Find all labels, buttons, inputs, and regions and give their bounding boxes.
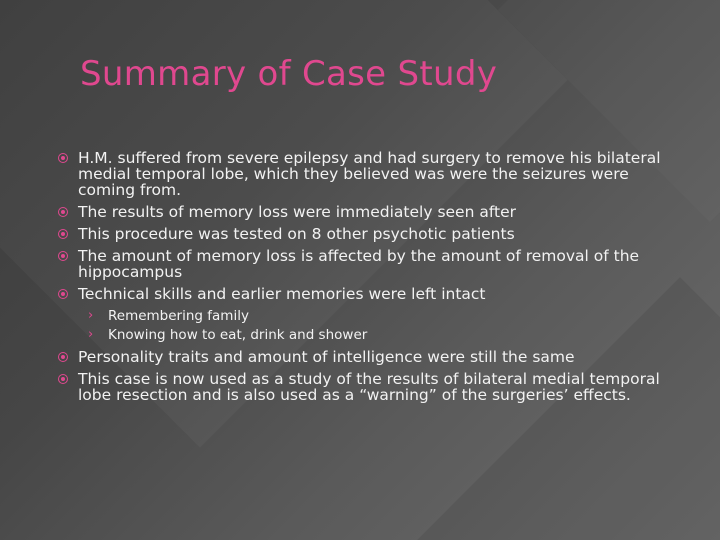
sub-bullet-item (88, 308, 670, 324)
sub-bullet-list (58, 308, 670, 343)
sub-bullet-text: Remembering family (108, 308, 249, 324)
bullet-item (58, 204, 670, 220)
circle-bullet-icon (58, 289, 68, 299)
bullet-item (58, 286, 670, 302)
bullet-item (58, 248, 670, 280)
bullet-item (58, 226, 670, 242)
chevron-right-icon: › (88, 327, 94, 342)
bullet-text: Technical skills and earlier memories were left intact (78, 285, 486, 303)
sub-bullet-item (88, 327, 670, 343)
bullet-text: The results of memory loss were immediately seen after (78, 203, 517, 221)
bullet-text: This case is now used as a study of the results of bilateral medial temporal lobe resection and is also used as a “warning” of the surgeries’ effects. (78, 370, 660, 404)
bullet-item (58, 150, 670, 198)
circle-bullet-icon (58, 153, 68, 163)
bullet-text: The amount of memory loss is affected by the amount of removal of the hippocampus (78, 247, 640, 281)
chevron-right-icon: › (88, 308, 94, 323)
circle-bullet-icon (58, 374, 68, 384)
sub-bullet-group (58, 308, 670, 343)
circle-bullet-icon (58, 229, 68, 239)
circle-bullet-icon (58, 251, 68, 261)
circle-bullet-icon (58, 207, 68, 217)
slide-title: Summary of Case Study (80, 54, 498, 94)
bullet-text: This procedure was tested on 8 other psychotic patients (78, 225, 515, 243)
circle-bullet-icon (58, 352, 68, 362)
bullet-text: H.M. suffered from severe epilepsy and had surgery to remove his bilateral medial temporal lobe, which they believed was were the seizures were coming from. (78, 149, 661, 199)
bullet-item (58, 371, 670, 403)
sub-bullet-text: Knowing how to eat, drink and shower (108, 327, 368, 343)
bullet-text: Personality traits and amount of intelligence were still the same (78, 348, 575, 366)
bullet-item (58, 349, 670, 365)
bullet-list (58, 150, 670, 409)
